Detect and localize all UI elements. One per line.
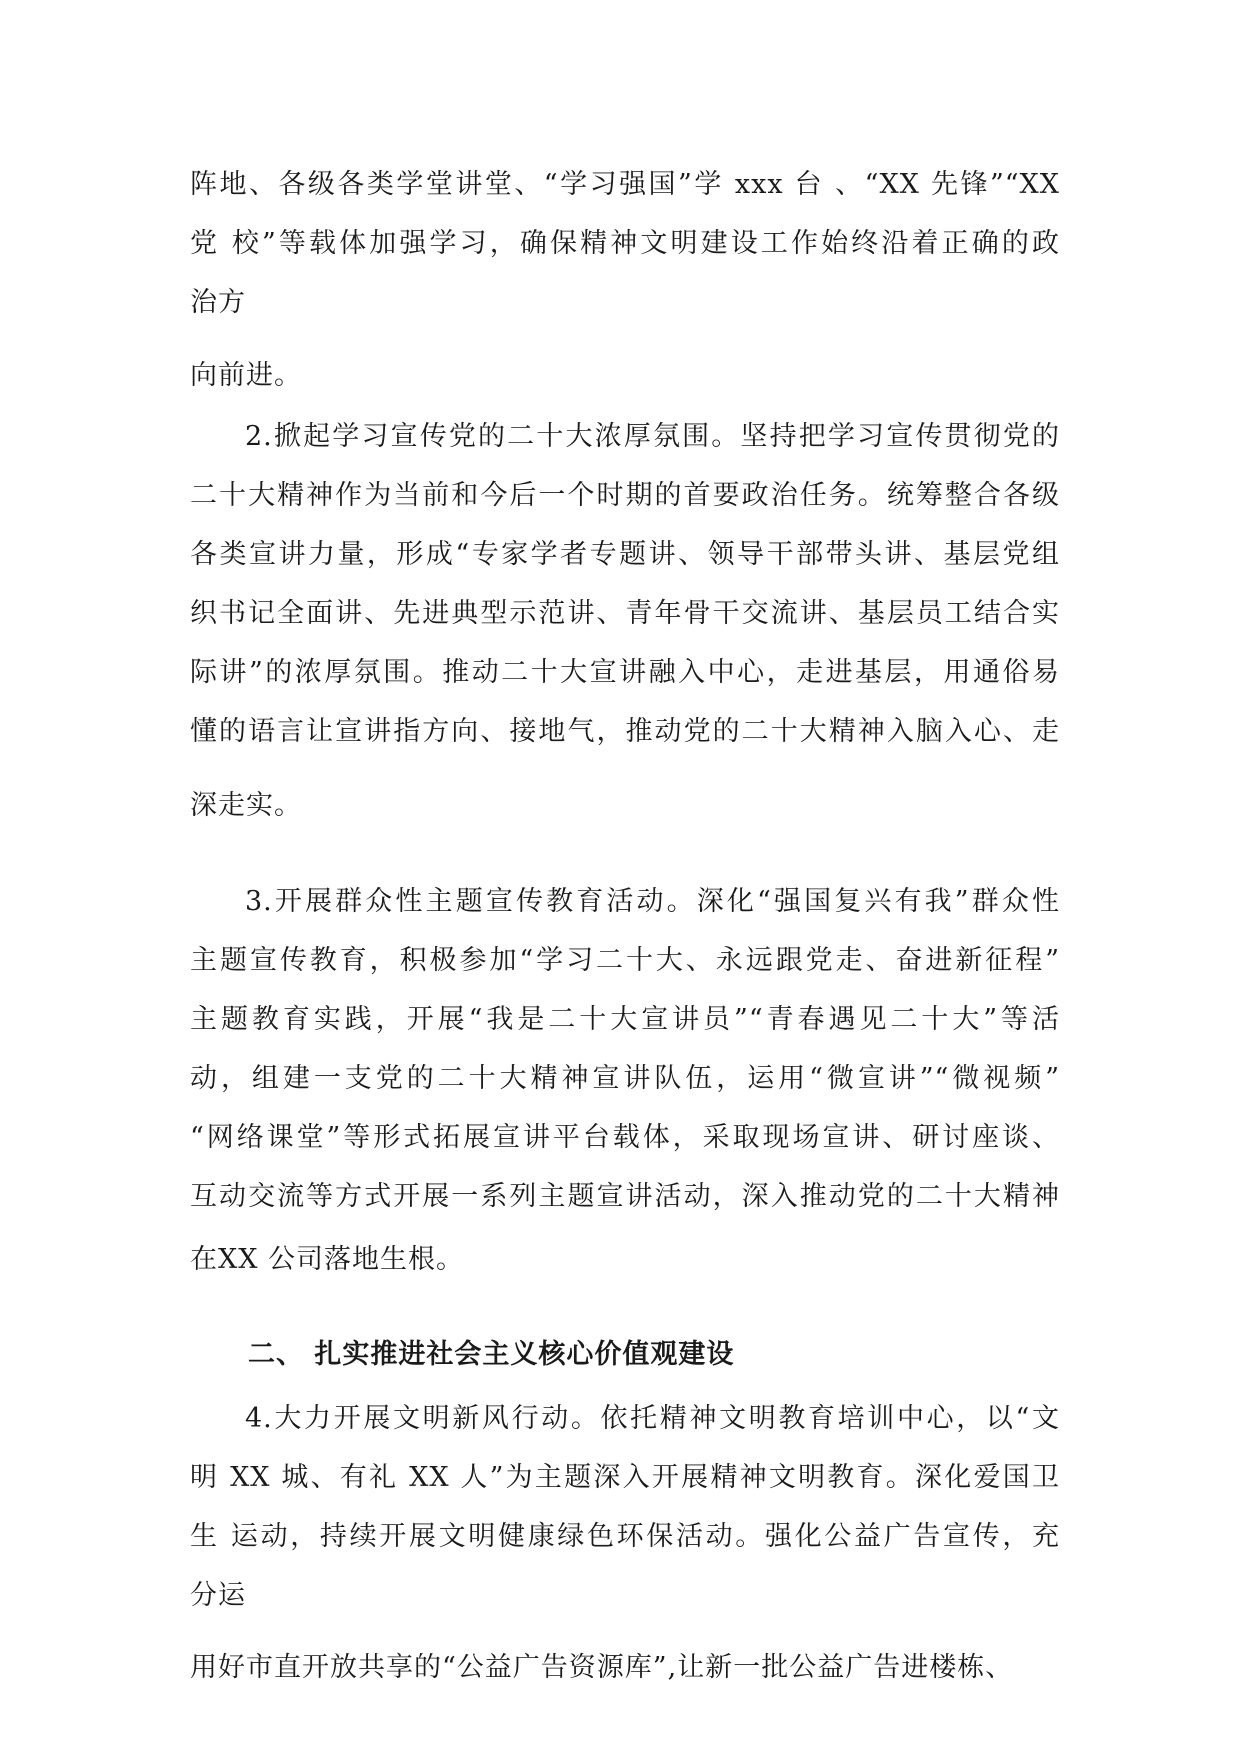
paragraph-line: 治方: [190, 287, 246, 318]
section-heading: 二、 扎实推进社会主义核心价值观建设: [248, 1339, 735, 1370]
paragraph-line: 深走实。: [190, 790, 302, 821]
paragraph-line: 各类宣讲力量，形成“专家学者专题讲、领导干部带头讲、基层党组: [190, 539, 1060, 570]
paragraph-line: 互动交流等方式开展一系列主题宣讲活动，深入推动党的二十大精神: [190, 1181, 1060, 1212]
paragraph-line: 在XX 公司落地生根。: [190, 1244, 465, 1275]
paragraph-line: 懂的语言让宣讲指方向、接地气，推动党的二十大精神入脑入心、走: [190, 716, 1060, 747]
paragraph-line: 际讲”的浓厚氛围。推动二十大宣讲融入中心，走进基层，用通俗易: [190, 657, 1060, 688]
paragraph-line: 主题宣传教育，积极参加“学习二十大、永远跟党走、奋进新征程”: [190, 945, 1060, 976]
paragraph-line: 动，组建一支党的二十大精神宣讲队伍，运用“微宣讲”“微视频”: [190, 1063, 1060, 1094]
paragraph-line: 织书记全面讲、先进典型示范讲、青年骨干交流讲、基层员工结合实: [190, 598, 1060, 629]
paragraph-line: 党 校”等载体加强学习，确保精神文明建设工作始终沿着正确的政: [190, 228, 1060, 259]
paragraph-line: 用好市直开放共享的“公益广告资源库”,让新一批公益广告进楼栋、: [190, 1652, 1014, 1683]
paragraph-line: 阵地、各级各类学堂讲堂、“学习强国”学 xxx 台 、“XX 先锋”“XX: [190, 169, 1060, 200]
paragraph-line: 二十大精神作为当前和今后一个时期的首要政治任务。统筹整合各级: [190, 480, 1060, 511]
paragraph-line: 主题教育实践，开展“我是二十大宣讲员”“青春遇见二十大”等活: [190, 1004, 1060, 1035]
paragraph-line: “网络课堂”等形式拓展宣讲平台载体，采取现场宣讲、研讨座谈、: [190, 1122, 1060, 1153]
paragraph-line: 3.开展群众性主题宣传教育活动。深化“强国复兴有我”群众性: [245, 886, 1060, 917]
paragraph-line: 生 运动，持续开展文明健康绿色环保活动。强化公益广告宣传，充: [190, 1521, 1060, 1552]
paragraph-line: 2.掀起学习宣传党的二十大浓厚氛围。坚持把学习宣传贯彻党的: [245, 421, 1060, 452]
paragraph-line: 向前进。: [190, 360, 302, 391]
paragraph-line: 4.大力开展文明新风行动。依托精神文明教育培训中心，以“文: [245, 1403, 1060, 1434]
paragraph-line: 分运: [190, 1580, 246, 1611]
paragraph-line: 明 XX 城、有礼 XX 人”为主题深入开展精神文明教育。深化爱国卫: [190, 1462, 1060, 1493]
